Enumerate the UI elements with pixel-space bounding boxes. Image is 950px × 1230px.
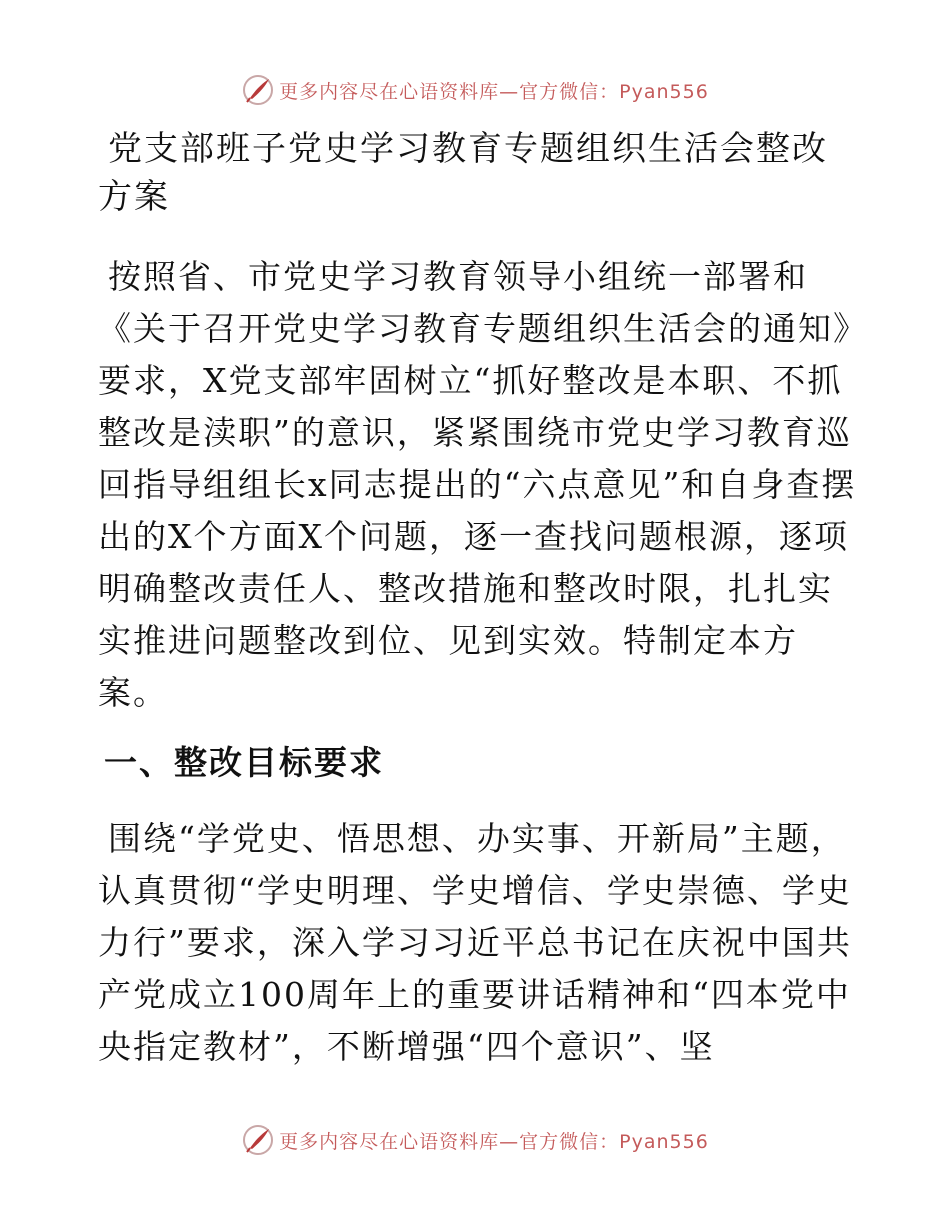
intro-paragraph: 按照省、市党史学习教育领导小组统一部署和《关于召开党史学习教育专题组织生活会的通知》要求，X党支部牢固树立“抓好整改是本职、不抓整改是渎职”的意识，紧紧围绕市党史学习教育巡回指导组组长x同志提出的“六点意见”和自身查摆出的X个方面X个问题，逐一查找问题根源，逐项明确整改责任人、整改措施和整改时限，扎扎实实推进问题整改到位、见到实效。特制定本方案。	[98, 257, 857, 712]
header-watermark-banner	[0, 70, 950, 110]
footer-watermark-banner	[0, 1120, 950, 1160]
section-paragraph: 围绕“学党史、悟思想、办实事、开新局”主题，认真贯彻“学史明理、学史增信、学史崇德、学史力行”要求，深入学习习近平总书记在庆祝中国共产党成立100周年上的重要讲话精神和“四本党中央指定教材”，不断增强“四个意识”、坚	[98, 819, 852, 1066]
section-heading: 一、整改目标要求	[104, 743, 384, 782]
watermark-text: 更多内容尽在心语资料库—官方微信：Pyan556	[279, 80, 709, 103]
document-body	[98, 125, 858, 1073]
feather-pen-logo-icon	[241, 1123, 275, 1157]
feather-pen-logo-icon	[241, 73, 275, 107]
watermark-text: 更多内容尽在心语资料库—官方微信：Pyan556	[279, 1130, 709, 1153]
document-title: 党支部班子党史学习教育专题组织生活会整改方案	[98, 129, 828, 217]
